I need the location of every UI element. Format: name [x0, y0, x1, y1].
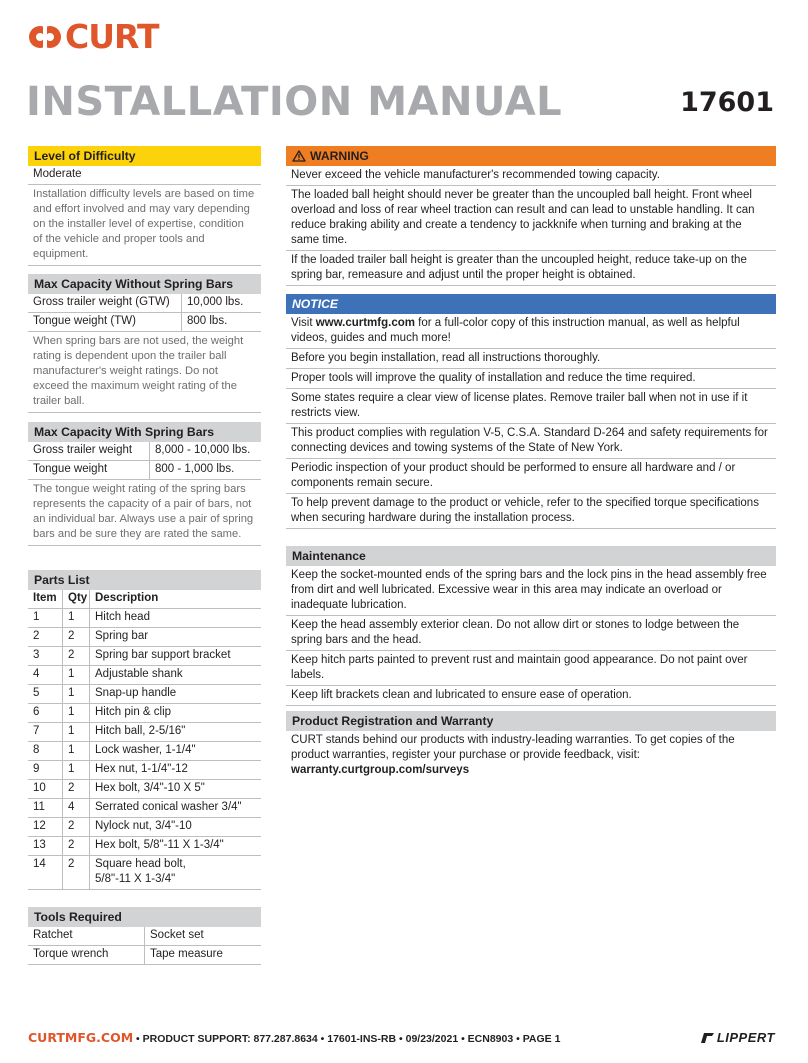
footer: [28, 1031, 560, 1046]
part-qty: 2: [62, 647, 89, 665]
capacity-with-bars-heading: Max Capacity With Spring Bars: [28, 422, 261, 442]
part-item-number: 14: [33, 858, 46, 870]
maintenance-heading: Maintenance: [286, 546, 776, 566]
part-description-text: Hitch pin & clip: [95, 706, 172, 718]
part-item-number: 4: [33, 668, 40, 680]
table-row: [28, 799, 261, 818]
part-qty: 1: [62, 609, 89, 627]
table-row: [28, 442, 261, 461]
gtw-label: Gross trailer weight: [33, 444, 133, 456]
part-item-number: 1: [33, 611, 40, 623]
part-item-number: 2: [33, 630, 40, 642]
tool-ratchet: Ratchet: [33, 929, 73, 941]
part-item-number: 5: [33, 687, 40, 699]
visit-prefix: Visit: [291, 317, 316, 329]
tool-torque-wrench: Torque wrench: [33, 948, 109, 960]
maintenance-item: Keep the head assembly exterior clean. Do not allow dirt or stones to lodge between the spring bars and the head.: [286, 616, 776, 651]
part-item-number: 8: [33, 744, 40, 756]
partner-name: LIPPERT: [716, 1030, 775, 1045]
tools-heading: Tools Required: [28, 907, 261, 927]
notice-item: Some states require a clear view of license plates. Remove trailer ball when not in use if it restricts view.: [286, 389, 776, 424]
maintenance-item: Keep hitch parts painted to prevent rust and maintain good appearance. Do not paint over labels.: [286, 651, 776, 686]
part-description: [89, 628, 261, 646]
part-number: 17601: [680, 87, 774, 118]
part-description: [89, 799, 261, 817]
part-qty: 2: [62, 628, 89, 646]
part-item-number: 13: [33, 839, 46, 851]
part-qty: 2: [62, 818, 89, 836]
maintenance-item: Keep lift brackets clean and lubricated to ensure ease of operation.: [286, 686, 776, 706]
capacity-without-bars-note: When spring bars are not used, the weight rating is dependent upon the trailer ball manufacturer's weight ratings. Do not exceed the maximum weight rating of the trailer ball.: [28, 332, 261, 413]
part-description-text: Hex bolt, 3/4"-10 X 5": [95, 782, 205, 794]
part-item-number: 6: [33, 706, 40, 718]
notice-item: Before you begin installation, read all instructions thoroughly.: [286, 349, 776, 369]
part-item-number: 10: [33, 782, 46, 794]
table-row: [28, 723, 261, 742]
part-qty: 1: [62, 685, 89, 703]
warning-triangle-icon: [292, 150, 306, 162]
part-description: [89, 609, 261, 627]
part-description-text: Lock washer, 1-1/4": [95, 744, 196, 756]
lippert-mark-icon: [701, 1032, 715, 1044]
part-item-number: 3: [33, 649, 40, 661]
warranty-link[interactable]: warranty.curtgroup.com/surveys: [291, 764, 470, 776]
part-qty: 1: [62, 723, 89, 741]
part-description: [89, 818, 261, 836]
part-description-text: Hex nut, 1-1/4"-12: [95, 763, 188, 775]
capacity-without-bars-section: [28, 274, 261, 413]
lippert-logo: [701, 1030, 775, 1045]
gtw-label: Gross trailer weight (GTW): [33, 296, 170, 308]
table-row: [28, 818, 261, 837]
table-row: [28, 685, 261, 704]
part-description: [89, 723, 261, 741]
parts-list-heading: Parts List: [28, 570, 261, 590]
notice-item: This product complies with regulation V-5, C.S.A. Standard D-264 and safety requirements for connecting devices and towing systems of the State of New York.: [286, 424, 776, 459]
maintenance-section: [286, 546, 776, 706]
notice-heading: NOTICE: [286, 294, 776, 314]
difficulty-section: [28, 146, 261, 266]
part-qty: 2: [62, 837, 89, 855]
table-row: [28, 313, 261, 332]
table-row: [28, 927, 261, 946]
table-row: [28, 704, 261, 723]
part-description-text: Nylock nut, 3/4"-10: [95, 820, 192, 832]
notice-item: To help prevent damage to the product or vehicle, refer to the specified torque specifications when securing hardware during the installation process.: [286, 494, 776, 529]
notice-item: Periodic inspection of your product should be performed to ensure all hardware and / or components remain secure.: [286, 459, 776, 494]
part-description: [89, 666, 261, 684]
curt-logo: [28, 19, 158, 55]
tools-section: [28, 907, 261, 965]
footer-info: • PRODUCT SUPPORT: 877.287.8634 • 17601-INS-RB • 09/23/2021 • ECN8903 • PAGE 1: [133, 1033, 561, 1045]
part-description-text: Hex bolt, 5/8"-11 X 1-3/4": [95, 839, 224, 851]
notice-visit: [286, 314, 776, 349]
maintenance-item: Keep the socket-mounted ends of the spring bars and the lock pins in the head assembly free from dirt and well lubricated. Excessive wear in this area may indicate an overload or inadequate lubrication.: [286, 566, 776, 616]
part-qty: 1: [62, 704, 89, 722]
table-row: [28, 856, 261, 890]
capacity-with-bars-section: [28, 422, 261, 546]
table-row: [28, 946, 261, 965]
page-title: INSTALLATION MANUAL: [26, 79, 563, 125]
part-item-number: 11: [33, 801, 45, 813]
website-link[interactable]: www.curtmfg.com: [315, 317, 415, 329]
difficulty-note: Installation difficulty levels are based on time and effort involved and may vary depending on the installer level of expertise, condition of the vehicle and proper tools and equipment.: [28, 185, 261, 266]
warranty-body: CURT stands behind our products with industry-leading warranties. To get copies of the product warranties, register your purchase or provide feedback, visit:: [291, 734, 735, 761]
table-row: [28, 647, 261, 666]
part-qty: 1: [62, 761, 89, 779]
notice-section: [286, 294, 776, 529]
part-description-text: Square head bolt,: [95, 858, 186, 870]
notice-item: Proper tools will improve the quality of installation and reduce the time required.: [286, 369, 776, 389]
table-row: [28, 780, 261, 799]
warranty-section: [286, 711, 776, 780]
part-description: [89, 647, 261, 665]
footer-site-link[interactable]: CURTMFG.COM: [28, 1030, 134, 1045]
tw-label: Tongue weight: [33, 463, 108, 475]
col-qty: Qty: [62, 590, 89, 608]
part-qty: 1: [62, 742, 89, 760]
warranty-heading: Product Registration and Warranty: [286, 711, 776, 731]
part-description-text: Serrated conical washer 3/4": [95, 801, 242, 813]
gtw-value: 8,000 - 10,000 lbs.: [149, 442, 261, 460]
part-item-number: 12: [33, 820, 46, 832]
part-description: [89, 837, 261, 855]
difficulty-level: Moderate: [28, 166, 261, 185]
tool-tape-measure: Tape measure: [144, 946, 261, 964]
table-row: [28, 461, 261, 480]
tw-value: 800 - 1,000 lbs.: [149, 461, 261, 479]
parts-header-row: [28, 590, 261, 609]
part-qty: 4: [62, 799, 89, 817]
part-description: [89, 780, 261, 798]
warning-item: Never exceed the vehicle manufacturer's recommended towing capacity.: [286, 166, 776, 186]
col-item: Item: [33, 592, 57, 604]
curt-gear-icon: [28, 22, 62, 52]
table-row: [28, 761, 261, 780]
part-description-text: Adjustable shank: [95, 668, 183, 680]
part-description-text: Spring bar support bracket: [95, 649, 231, 661]
part-qty: 1: [62, 666, 89, 684]
parts-body: [28, 609, 261, 890]
parts-list-section: [28, 570, 261, 890]
part-description: [89, 704, 261, 722]
part-description-text: Hitch ball, 2-5/16": [95, 725, 186, 737]
part-qty: 2: [62, 856, 89, 889]
tw-value: 800 lbs.: [181, 313, 261, 331]
part-item-number: 9: [33, 763, 40, 775]
table-row: [28, 294, 261, 313]
warning-item: If the loaded trailer ball height is greater than the uncoupled height, reduce take-up on the spring bar, remeasure and adjust until the proper height is obtained.: [286, 251, 776, 286]
table-row: [28, 837, 261, 856]
capacity-with-bars-note: The tongue weight rating of the spring bars represents the capacity of a pair of bars, not an individual bar. Always use a pair of spring bars and be sure they are rated the same.: [28, 480, 261, 546]
capacity-without-bars-heading: Max Capacity Without Spring Bars: [28, 274, 261, 294]
part-description-text: Snap-up handle: [95, 687, 177, 699]
tw-label: Tongue weight (TW): [33, 315, 136, 327]
warning-heading: WARNING: [310, 149, 369, 163]
part-description: [89, 742, 261, 760]
part-qty: 2: [62, 780, 89, 798]
brand-name: CURT: [65, 17, 159, 56]
part-description-text: Hitch head: [95, 611, 150, 623]
table-row: [28, 742, 261, 761]
difficulty-heading: Level of Difficulty: [28, 146, 261, 166]
part-description: [89, 856, 261, 889]
table-row: [28, 666, 261, 685]
warning-item: The loaded ball height should never be greater than the uncoupled ball height. Front wheel overload and loss of rear wheel traction can result and can lead to unstable handling. It can reduce braking ability and create a tendency to jackknife when turning and braking at the same time.: [286, 186, 776, 251]
tool-socket-set: Socket set: [144, 927, 261, 945]
warning-header: [286, 146, 776, 166]
col-description: Description: [89, 590, 261, 608]
warranty-text: [286, 731, 776, 780]
visit-suffix: for a full-color copy of this instruction manual, as well as helpful videos, guides and much more!: [291, 317, 740, 344]
table-row: [28, 609, 261, 628]
part-description: [89, 685, 261, 703]
gtw-value: 10,000 lbs.: [181, 294, 261, 312]
part-item-number: 7: [33, 725, 40, 737]
part-description: [89, 761, 261, 779]
table-row: [28, 628, 261, 647]
part-description-text: 5/8"-11 X 1-3/4": [95, 873, 176, 885]
part-description-text: Spring bar: [95, 630, 149, 642]
warning-section: [286, 146, 776, 286]
